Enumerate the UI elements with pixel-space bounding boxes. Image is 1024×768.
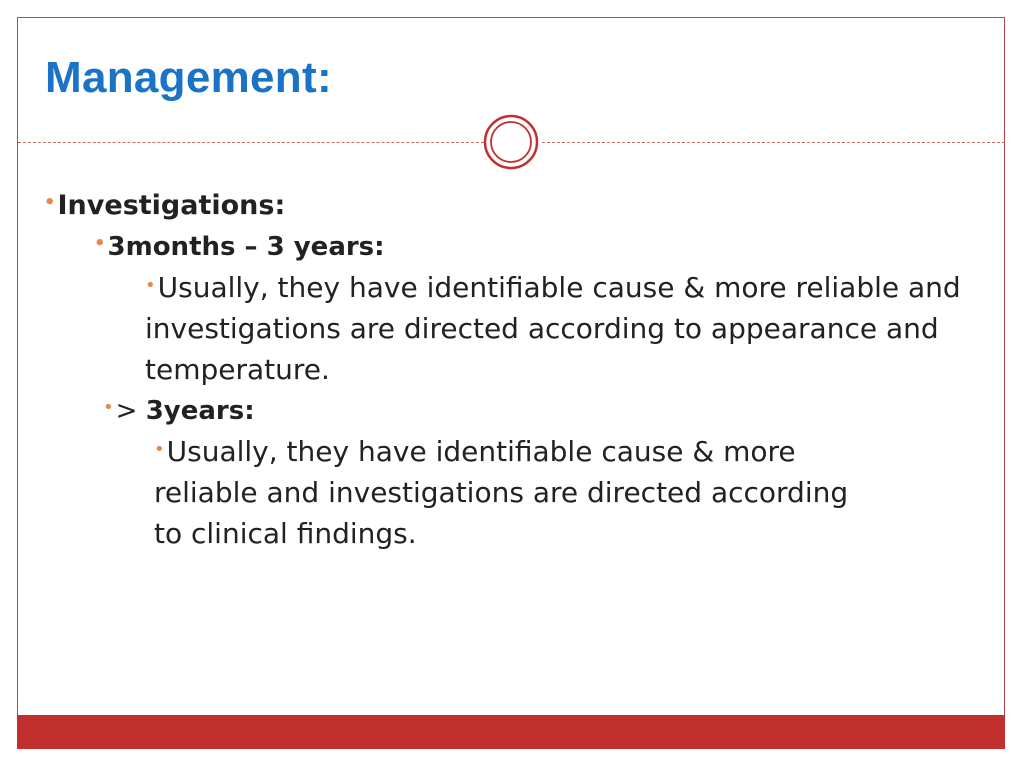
- group2-heading: 3years:: [145, 396, 255, 426]
- title-divider-right: [542, 142, 1005, 143]
- title-divider-left: [18, 142, 484, 143]
- bullet-investigations: [44, 184, 285, 225]
- group2-description: [154, 429, 874, 554]
- bullet-dot-icon: •: [145, 275, 156, 296]
- slide-title: Management:: [45, 53, 332, 102]
- bullet-over-3years: [103, 389, 255, 430]
- investigations-label: Investigations:: [57, 190, 286, 221]
- group1-heading: 3months – 3 years:: [107, 232, 385, 262]
- group2-text: Usually, they have identifiable cause & more reliable and investigations are directed according to clinical findings.: [154, 435, 849, 550]
- bullet-dot-icon: •: [154, 439, 165, 460]
- bullet-3months-3years: [94, 225, 385, 266]
- bullet-dot-icon: •: [94, 233, 106, 254]
- bullet-dot-icon: •: [44, 192, 56, 213]
- footer-accent-bar: [17, 715, 1005, 749]
- group1-description: [145, 265, 985, 390]
- group2-prefix: >: [115, 396, 138, 426]
- circle-ornament-icon: [483, 114, 539, 170]
- bullet-dot-icon: •: [103, 397, 114, 418]
- group1-text: Usually, they have identifiable cause & more reliable and investigations are directed according to appearance and temperature.: [145, 271, 961, 386]
